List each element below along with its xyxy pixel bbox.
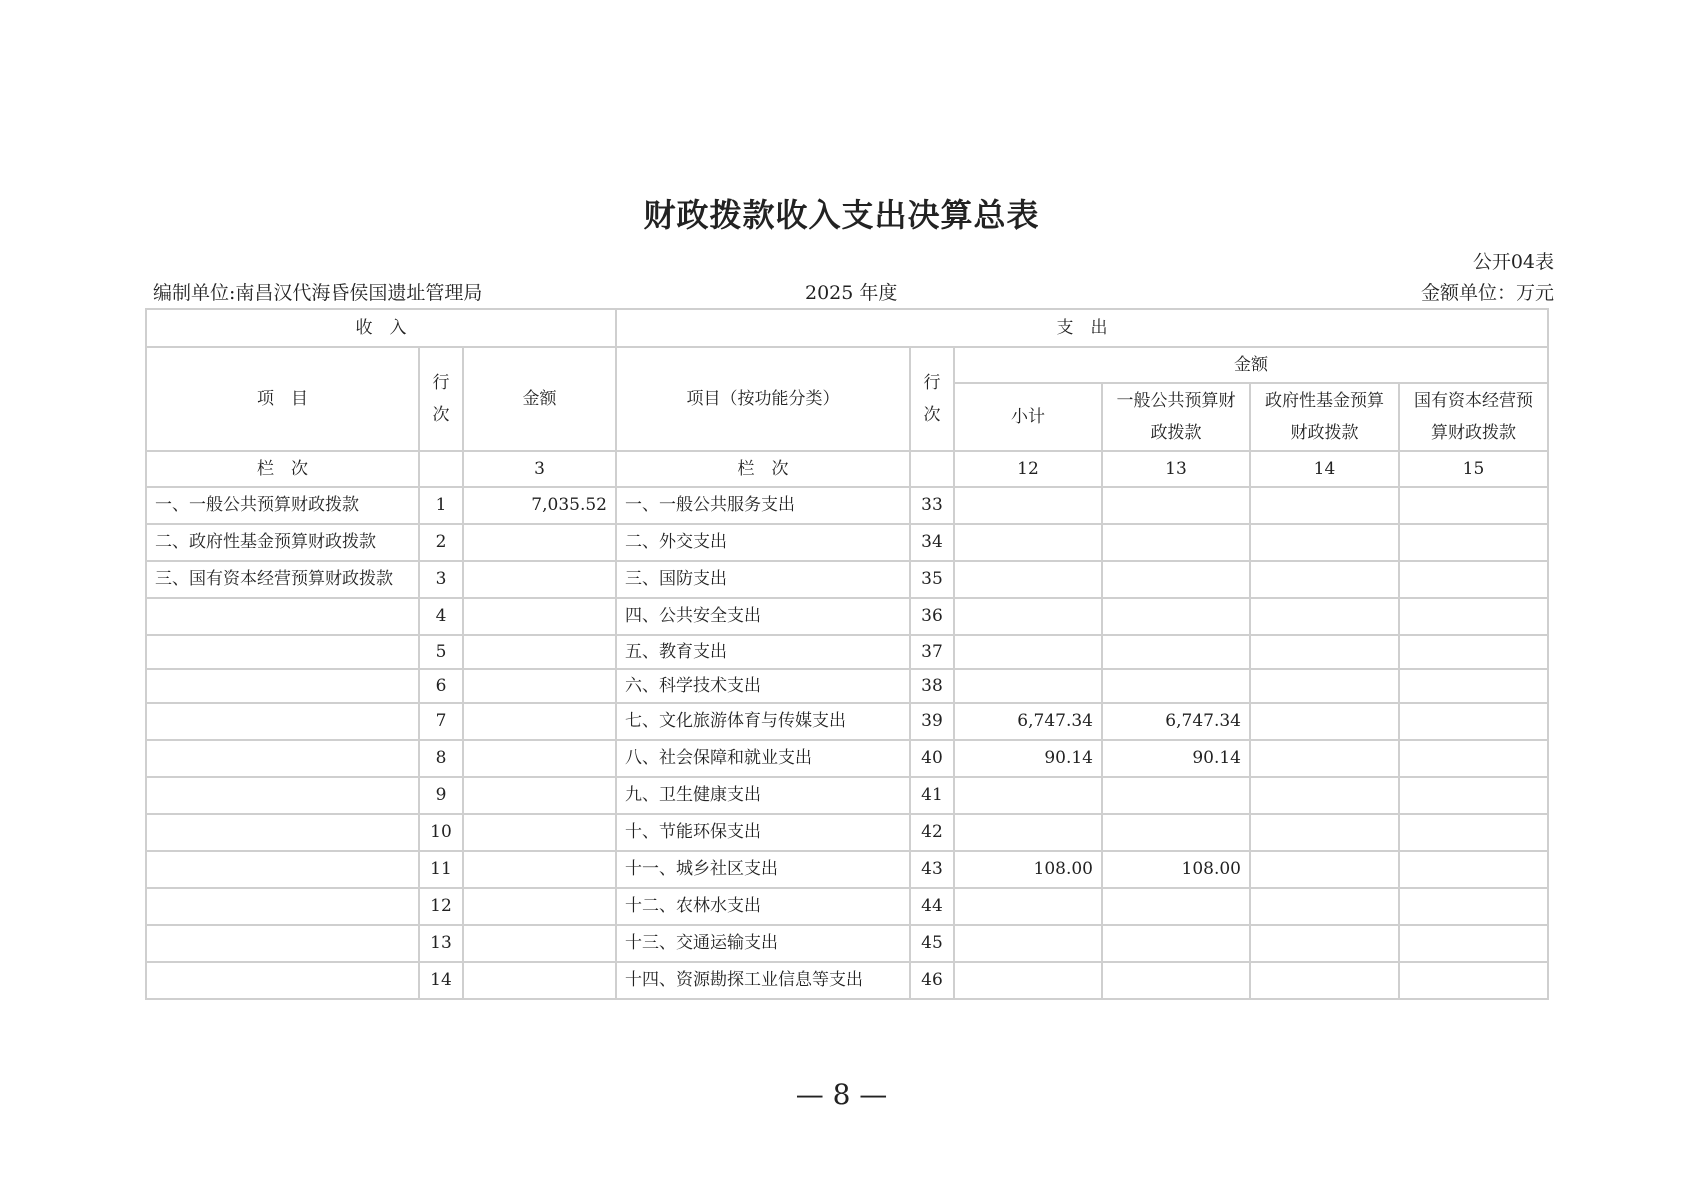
income-item-cell: [146, 598, 419, 635]
income-row-no-cell: 3: [419, 561, 463, 598]
general-budget-cell: [1102, 669, 1250, 703]
income-item-cell: [146, 888, 419, 925]
subtotal-cell: [954, 561, 1102, 598]
expense-item-cell: 一、一般公共服务支出: [616, 487, 910, 524]
income-amount-header: 金额: [463, 347, 616, 451]
income-amount-cell: [463, 598, 616, 635]
table-row: [146, 524, 1548, 561]
expense-item-cell: 十二、农林水支出: [616, 888, 910, 925]
subtotal-cell: [954, 888, 1102, 925]
form-number: 公开04表: [1472, 251, 1554, 273]
income-row-no-cell: 8: [419, 740, 463, 777]
func-item-header: 项目（按功能分类）: [616, 347, 910, 451]
item-header: 项 目: [146, 347, 419, 451]
expense-item-cell: 九、卫生健康支出: [616, 777, 910, 814]
income-row-no-cell: 2: [419, 524, 463, 561]
gov-fund-cell: [1250, 669, 1399, 703]
column-label-income: 栏 次: [146, 451, 419, 487]
subtotal-cell: [954, 777, 1102, 814]
table-row: [146, 635, 1548, 669]
expense-row-no-cell: 44: [910, 888, 954, 925]
state-capital-cell: [1399, 598, 1548, 635]
gov-fund-cell: [1250, 962, 1399, 999]
income-row-no-cell: 10: [419, 814, 463, 851]
general-budget-cell: 90.14: [1102, 740, 1250, 777]
expense-row-no-cell: 36: [910, 598, 954, 635]
general-budget-cell: [1102, 962, 1250, 999]
income-row-no-cell: 6: [419, 669, 463, 703]
subtotal-cell: [954, 635, 1102, 669]
expense-row-no-cell: 42: [910, 814, 954, 851]
income-row-no-cell: 13: [419, 925, 463, 962]
income-amount-cell: [463, 669, 616, 703]
table-row: [146, 598, 1548, 635]
page-number: — 8 —: [795, 1078, 888, 1111]
state-capital-cell: [1399, 740, 1548, 777]
table-row: [146, 925, 1548, 962]
income-item-cell: [146, 814, 419, 851]
table-row: [146, 487, 1548, 524]
expense-item-cell: 十一、城乡社区支出: [616, 851, 910, 888]
column-index-13: 13: [1102, 451, 1250, 487]
subtotal-header: 小计: [954, 383, 1102, 451]
income-row-no-cell: 1: [419, 487, 463, 524]
gov-fund-cell: [1250, 814, 1399, 851]
expense-item-cell: 五、教育支出: [616, 635, 910, 669]
column-index-15: 15: [1399, 451, 1548, 487]
income-row-no-cell: 12: [419, 888, 463, 925]
column-index-12: 12: [954, 451, 1102, 487]
expense-item-cell: 二、外交支出: [616, 524, 910, 561]
expense-row-no-cell: 40: [910, 740, 954, 777]
subtotal-cell: 90.14: [954, 740, 1102, 777]
general-budget-cell: [1102, 925, 1250, 962]
fiscal-year: 2025 年度: [805, 282, 898, 304]
currency-unit: 金额单位：万元: [1420, 282, 1554, 304]
general-budget-cell: [1102, 487, 1250, 524]
state-capital-cell: [1399, 925, 1548, 962]
state-capital-cell: [1399, 851, 1548, 888]
general-budget-cell: 6,747.34: [1102, 703, 1250, 740]
expense-item-cell: 六、科学技术支出: [616, 669, 910, 703]
income-item-cell: [146, 777, 419, 814]
table-row: [146, 669, 1548, 703]
subtotal-cell: [954, 524, 1102, 561]
subtotal-cell: [954, 962, 1102, 999]
income-amount-cell: [463, 777, 616, 814]
budget-table: [145, 308, 1549, 1000]
expense-item-cell: 十、节能环保支出: [616, 814, 910, 851]
table-row: [146, 561, 1548, 598]
table-row: [146, 962, 1548, 999]
expense-row-no-cell: 35: [910, 561, 954, 598]
expense-row-no-cell: 46: [910, 962, 954, 999]
income-amount-cell: [463, 814, 616, 851]
income-item-cell: [146, 669, 419, 703]
gov-fund-cell: [1250, 598, 1399, 635]
expense-row-no-cell: 38: [910, 669, 954, 703]
general-budget-cell: [1102, 814, 1250, 851]
state-capital-cell: [1399, 888, 1548, 925]
gov-fund-header: 政府性基金预算财政拨款: [1250, 383, 1399, 451]
income-row-no-cell: 9: [419, 777, 463, 814]
income-header: 收 入: [146, 309, 616, 347]
income-row-no-cell: 4: [419, 598, 463, 635]
income-amount-cell: [463, 962, 616, 999]
income-row-no-cell: 5: [419, 635, 463, 669]
subtotal-cell: [954, 814, 1102, 851]
general-budget-cell: [1102, 888, 1250, 925]
expense-row-no-cell: 45: [910, 925, 954, 962]
income-amount-cell: [463, 635, 616, 669]
gov-fund-cell: [1250, 635, 1399, 669]
gov-fund-cell: [1250, 487, 1399, 524]
column-blank-1: [419, 451, 463, 487]
gov-fund-cell: [1250, 561, 1399, 598]
income-amount-cell: [463, 524, 616, 561]
income-row-no-header: 行次: [419, 347, 463, 451]
expense-item-cell: 七、文化旅游体育与传媒支出: [616, 703, 910, 740]
income-amount-cell: [463, 851, 616, 888]
income-item-cell: 三、国有资本经营预算财政拨款: [146, 561, 419, 598]
expense-row-no-header: 行次: [910, 347, 954, 451]
expense-row-no-cell: 43: [910, 851, 954, 888]
income-item-cell: [146, 925, 419, 962]
subtotal-cell: 108.00: [954, 851, 1102, 888]
income-row-no-cell: 14: [419, 962, 463, 999]
state-capital-header: 国有资本经营预算财政拨款: [1399, 383, 1548, 451]
income-amount-cell: [463, 925, 616, 962]
compiling-unit: 编制单位:南昌汉代海昏侯国遗址管理局: [153, 282, 483, 304]
expense-item-cell: 十三、交通运输支出: [616, 925, 910, 962]
subtotal-cell: [954, 598, 1102, 635]
general-budget-cell: [1102, 598, 1250, 635]
expense-item-cell: 十四、资源勘探工业信息等支出: [616, 962, 910, 999]
income-amount-cell: [463, 561, 616, 598]
state-capital-cell: [1399, 962, 1548, 999]
column-blank-2: [910, 451, 954, 487]
column-index-14: 14: [1250, 451, 1399, 487]
state-capital-cell: [1399, 814, 1548, 851]
column-index-3: 3: [463, 451, 616, 487]
table-body: [146, 487, 1548, 999]
subtotal-cell: 6,747.34: [954, 703, 1102, 740]
table-row: [146, 703, 1548, 740]
general-budget-cell: [1102, 524, 1250, 561]
general-budget-cell: [1102, 777, 1250, 814]
gov-fund-cell: [1250, 777, 1399, 814]
gov-fund-cell: [1250, 925, 1399, 962]
table-row: [146, 851, 1548, 888]
general-budget-cell: 108.00: [1102, 851, 1250, 888]
expense-row-no-cell: 34: [910, 524, 954, 561]
state-capital-cell: [1399, 703, 1548, 740]
general-budget-cell: [1102, 561, 1250, 598]
table-row: [146, 777, 1548, 814]
income-amount-cell: [463, 888, 616, 925]
subtotal-cell: [954, 925, 1102, 962]
gov-fund-cell: [1250, 740, 1399, 777]
income-item-cell: [146, 740, 419, 777]
expense-row-no-cell: 41: [910, 777, 954, 814]
income-item-cell: 二、政府性基金预算财政拨款: [146, 524, 419, 561]
page-title: 财政拨款收入支出决算总表: [643, 196, 1040, 234]
expense-header: 支 出: [616, 309, 1548, 347]
state-capital-cell: [1399, 669, 1548, 703]
income-item-cell: [146, 962, 419, 999]
subtotal-cell: [954, 669, 1102, 703]
column-label-expense: 栏 次: [616, 451, 910, 487]
state-capital-cell: [1399, 561, 1548, 598]
state-capital-cell: [1399, 635, 1548, 669]
income-item-cell: [146, 851, 419, 888]
table-row: [146, 888, 1548, 925]
state-capital-cell: [1399, 777, 1548, 814]
income-amount-cell: 7,035.52: [463, 487, 616, 524]
income-amount-cell: [463, 740, 616, 777]
income-amount-cell: [463, 703, 616, 740]
gov-fund-cell: [1250, 524, 1399, 561]
expense-row-no-cell: 33: [910, 487, 954, 524]
gov-fund-cell: [1250, 703, 1399, 740]
general-budget-cell: [1102, 635, 1250, 669]
expense-item-cell: 三、国防支出: [616, 561, 910, 598]
general-budget-header: 一般公共预算财政拨款: [1102, 383, 1250, 451]
subtotal-cell: [954, 487, 1102, 524]
state-capital-cell: [1399, 487, 1548, 524]
amount-group-header: 金额: [954, 347, 1548, 383]
gov-fund-cell: [1250, 888, 1399, 925]
income-row-no-cell: 11: [419, 851, 463, 888]
income-item-cell: 一、一般公共预算财政拨款: [146, 487, 419, 524]
table-row: [146, 814, 1548, 851]
income-row-no-cell: 7: [419, 703, 463, 740]
expense-row-no-cell: 39: [910, 703, 954, 740]
income-item-cell: [146, 635, 419, 669]
expense-row-no-cell: 37: [910, 635, 954, 669]
gov-fund-cell: [1250, 851, 1399, 888]
expense-item-cell: 八、社会保障和就业支出: [616, 740, 910, 777]
table-row: [146, 740, 1548, 777]
income-item-cell: [146, 703, 419, 740]
expense-item-cell: 四、公共安全支出: [616, 598, 910, 635]
state-capital-cell: [1399, 524, 1548, 561]
